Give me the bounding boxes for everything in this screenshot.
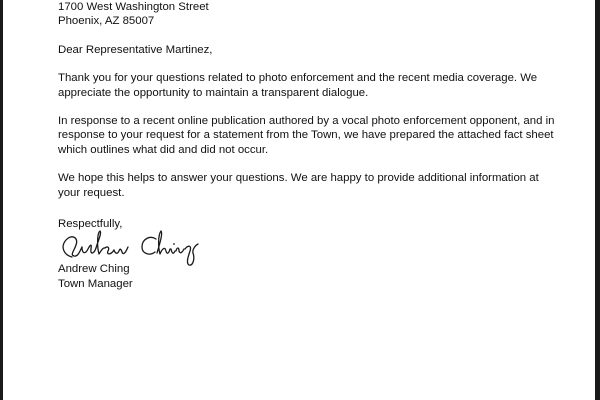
scan-left-edge: [0, 0, 3, 400]
signatory-name: Andrew Ching: [58, 263, 130, 276]
scan-right-edge: [595, 0, 600, 400]
closing: Respectfully,: [58, 218, 123, 231]
letter-body: [58, 0, 558, 291]
paragraph-1: Thank you for your questions related to photo enforcement and the recent media coverage. We appreciate the opportunity to maintain a transparent dialogue.: [58, 72, 538, 99]
recipient-city: Phoenix, AZ 85007: [58, 15, 155, 28]
paragraph-2: In response to a recent online publication authored by a vocal photo enforcement opponent, and in response to your request for a statement from the Town, we have prepared the attached fact sheet which outlines what did and did not occur.: [58, 115, 555, 156]
signatory-title: Town Manager: [58, 277, 133, 290]
paragraph-3: We hope this helps to answer your questions. We are happy to provide additional information at your request.: [58, 172, 539, 199]
signature-block: [58, 231, 558, 262]
recipient-street: 1700 West Washington Street: [58, 1, 209, 13]
handwritten-signature-icon: [58, 227, 218, 267]
salutation: Dear Representative Martinez,: [58, 43, 213, 56]
